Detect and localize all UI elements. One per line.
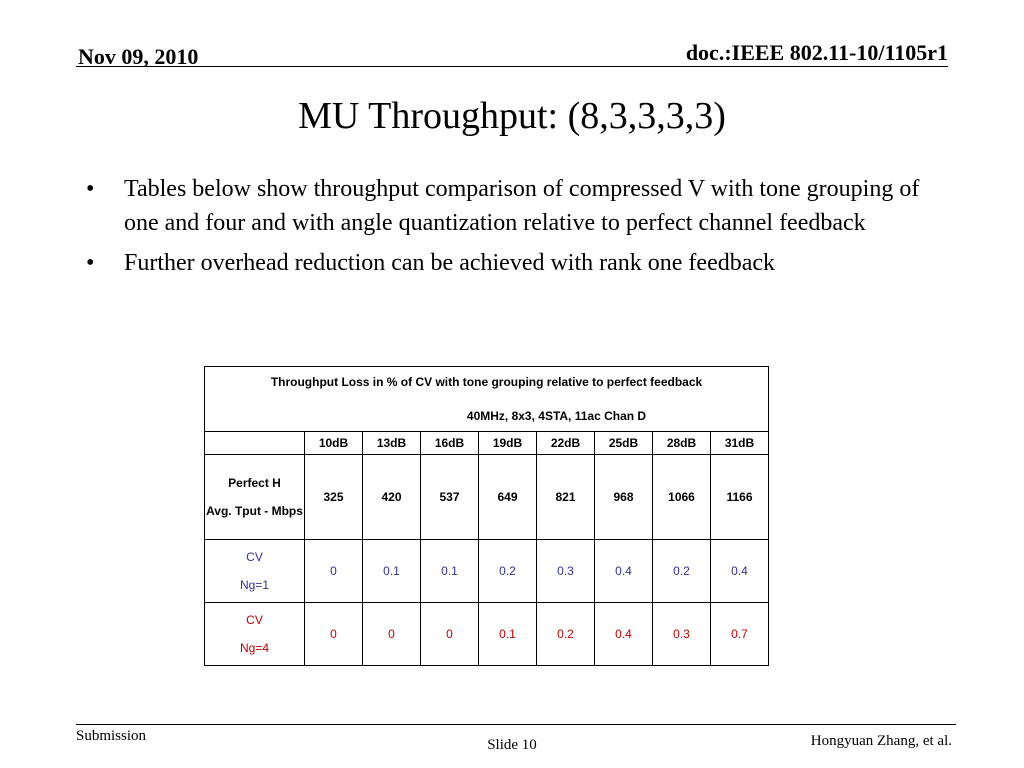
bullet-text: Further overhead reduction can be achieved with rank one feedback bbox=[124, 250, 776, 276]
bullet-dot-icon: • bbox=[86, 250, 95, 276]
row-label bbox=[205, 540, 305, 603]
bullet-text: Tables below show throughput comparison of compressed V with tone grouping of one and four and with angle quantization relative to perfect channel feedback bbox=[124, 176, 920, 236]
table-cell: 0 bbox=[305, 603, 363, 666]
row-label bbox=[205, 455, 305, 540]
table-row bbox=[205, 540, 769, 603]
table-cell: 0.3 bbox=[653, 603, 711, 666]
column-header: 25dB bbox=[595, 432, 653, 455]
table-row bbox=[205, 603, 769, 666]
bullet-list bbox=[86, 172, 946, 286]
footer-submission: Submission bbox=[76, 728, 147, 744]
table-header-row bbox=[205, 432, 769, 455]
header-date: Nov 09, 2010 bbox=[78, 44, 199, 69]
footer-author: Hongyuan Zhang, et al. bbox=[810, 733, 952, 749]
table-cell: 821 bbox=[537, 455, 595, 540]
row-label-line2: Avg. Tput - Mbps bbox=[206, 504, 303, 518]
table-cell: 968 bbox=[595, 455, 653, 540]
column-header: 31dB bbox=[711, 432, 769, 455]
table-corner-cell bbox=[205, 432, 305, 455]
table-cell: 0.1 bbox=[363, 540, 421, 603]
table-cell: 0.1 bbox=[421, 540, 479, 603]
table-cell: 0 bbox=[421, 603, 479, 666]
row-label-line1: CV bbox=[246, 550, 263, 564]
table-cell: 0 bbox=[363, 603, 421, 666]
row-label-line1: CV bbox=[246, 613, 263, 627]
table-cell: 0.2 bbox=[537, 603, 595, 666]
table-cell: 0.1 bbox=[479, 603, 537, 666]
slide-title: MU Throughput: (8,3,3,3,3) bbox=[298, 95, 726, 137]
bullet-item bbox=[86, 246, 946, 280]
row-label-line2: Ng=1 bbox=[239, 578, 270, 592]
table-cell: 0.4 bbox=[595, 540, 653, 603]
table-caption-line1: Throughput Loss in % of CV with tone grouping relative to perfect feedback bbox=[270, 375, 703, 389]
column-header: 16dB bbox=[421, 432, 479, 455]
table-cell: 0.7 bbox=[711, 603, 769, 666]
header-doc-id: doc.:IEEE 802.11-10/1105r1 bbox=[685, 40, 948, 65]
footer-slide-number: Slide 10 bbox=[487, 737, 537, 753]
table-cell: 0.2 bbox=[479, 540, 537, 603]
column-header: 13dB bbox=[363, 432, 421, 455]
bullet-item bbox=[86, 172, 946, 240]
footer-divider bbox=[76, 724, 956, 725]
table-cell: 537 bbox=[421, 455, 479, 540]
table-cell: 0 bbox=[305, 540, 363, 603]
row-label-line2: Ng=4 bbox=[239, 641, 270, 655]
bullet-dot-icon: • bbox=[86, 176, 95, 202]
table-cell: 0.2 bbox=[653, 540, 711, 603]
table-cell: 1166 bbox=[711, 455, 769, 540]
table-cell: 0.4 bbox=[711, 540, 769, 603]
table-cell: 0.4 bbox=[595, 603, 653, 666]
row-label-line1: Perfect H bbox=[228, 476, 281, 490]
header-divider bbox=[76, 66, 948, 67]
column-header: 28dB bbox=[653, 432, 711, 455]
table-caption bbox=[205, 367, 769, 432]
table-cell: 1066 bbox=[653, 455, 711, 540]
table-row bbox=[205, 455, 769, 540]
throughput-table bbox=[204, 366, 769, 666]
row-label bbox=[205, 603, 305, 666]
column-header: 10dB bbox=[305, 432, 363, 455]
table-caption-line2: 40MHz, 8x3, 4STA, 11ac Chan D bbox=[466, 409, 647, 423]
table-cell: 420 bbox=[363, 455, 421, 540]
table-cell: 0.3 bbox=[537, 540, 595, 603]
column-header: 19dB bbox=[479, 432, 537, 455]
column-header: 22dB bbox=[537, 432, 595, 455]
table-cell: 325 bbox=[305, 455, 363, 540]
table-cell: 649 bbox=[479, 455, 537, 540]
